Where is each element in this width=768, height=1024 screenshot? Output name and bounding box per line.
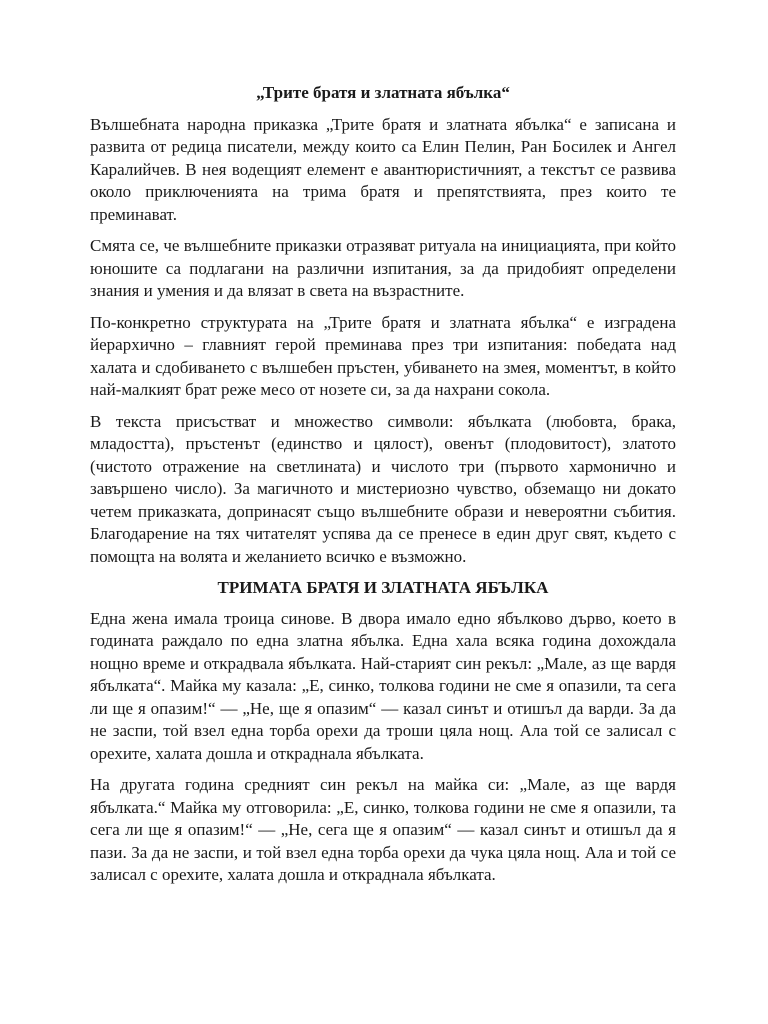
document-page	[90, 82, 676, 896]
intro-paragraph-2: Смята се, че вълшебните приказки отразяват ритуала на инициацията, при който юношите са подлагани на различни изпитания, за да придобият определени знания и умения и да влязат в света на възрастните.	[90, 236, 676, 300]
intro-paragraph-3: По-конкретно структурата на „Трите братя и златната ябълка“ е изградена йерархично – главният герой преминава през три изпитания: победата над халата и сдобиването с вълшебен пръстен, убиването на змея, моментът, в който най-малкият брат реже месо от нозете си, за да нахрани сокола.	[90, 312, 676, 399]
story-section-title: ТРИМАТА БРАТЯ И ЗЛАТНАТА ЯБЪЛКА	[217, 578, 549, 597]
story-paragraph-1: Една жена имала троица синове. В двора имало едно ябълково дърво, което в годината раждало по една златна ябълка. Една хала всяка година дохождала нощно време и открадвала ябълката. Най-старият син рекъл: „Мале, аз ще вардя ябълката“. Майка му казала: „Е, синко, толкова години не сме я опазили, та сега ли ще я опазим!“ — „Не, ще я опазим“ — казал синът и отишъл да варди. За да не заспи, той взел една торба орехи да троши цяла нощ. Ала той се залисал с орехите, халата дошла и откраднала ябълката.	[90, 608, 676, 763]
document-title: „Трите братя и златната ябълка“	[256, 83, 510, 102]
intro-paragraph-1: Вълшебната народна приказка „Трите братя и златната ябълка“ е записана и развита от редица писатели, между които са Елин Пелин, Ран Босилек и Ангел Каралийчев. В нея водещият елемент е авантюристичният, а текстът се развива около приключенията на трима братя и препятствията, през които те преминават.	[90, 114, 676, 224]
intro-paragraph-4: В текста присъстват и множество символи: ябълката (любовта, брака, младостта), пръстенът (единство и цялост), овенът (плодовитост), златото (чистото отражение на светлината) и числото три (първото хармонично и завършено число). За магичното и мистериозно чувство, обземащо ни докато четем приказката, допринасят също вълшебните образи и невероятни събития. Благодарение на тях читателят успява да се пренесе в един друг свят, където с помощта на волята и желанието всичко е възможно.	[90, 411, 676, 566]
story-paragraph-2: На другата година средният син рекъл на майка си: „Мале, аз ще вардя ябълката.“ Майка му отговорила: „Е, синко, толкова години не сме я опазили, та сега ли ще я опазим!“ — „Не, сега ще я опазим“ — казал синът и отишъл да я пази. За да не заспи, и той взел една торба орехи да чука цяла нощ. Ала и той се залисал с орехите, халата дошла и откраднала ябълката.	[90, 775, 676, 884]
